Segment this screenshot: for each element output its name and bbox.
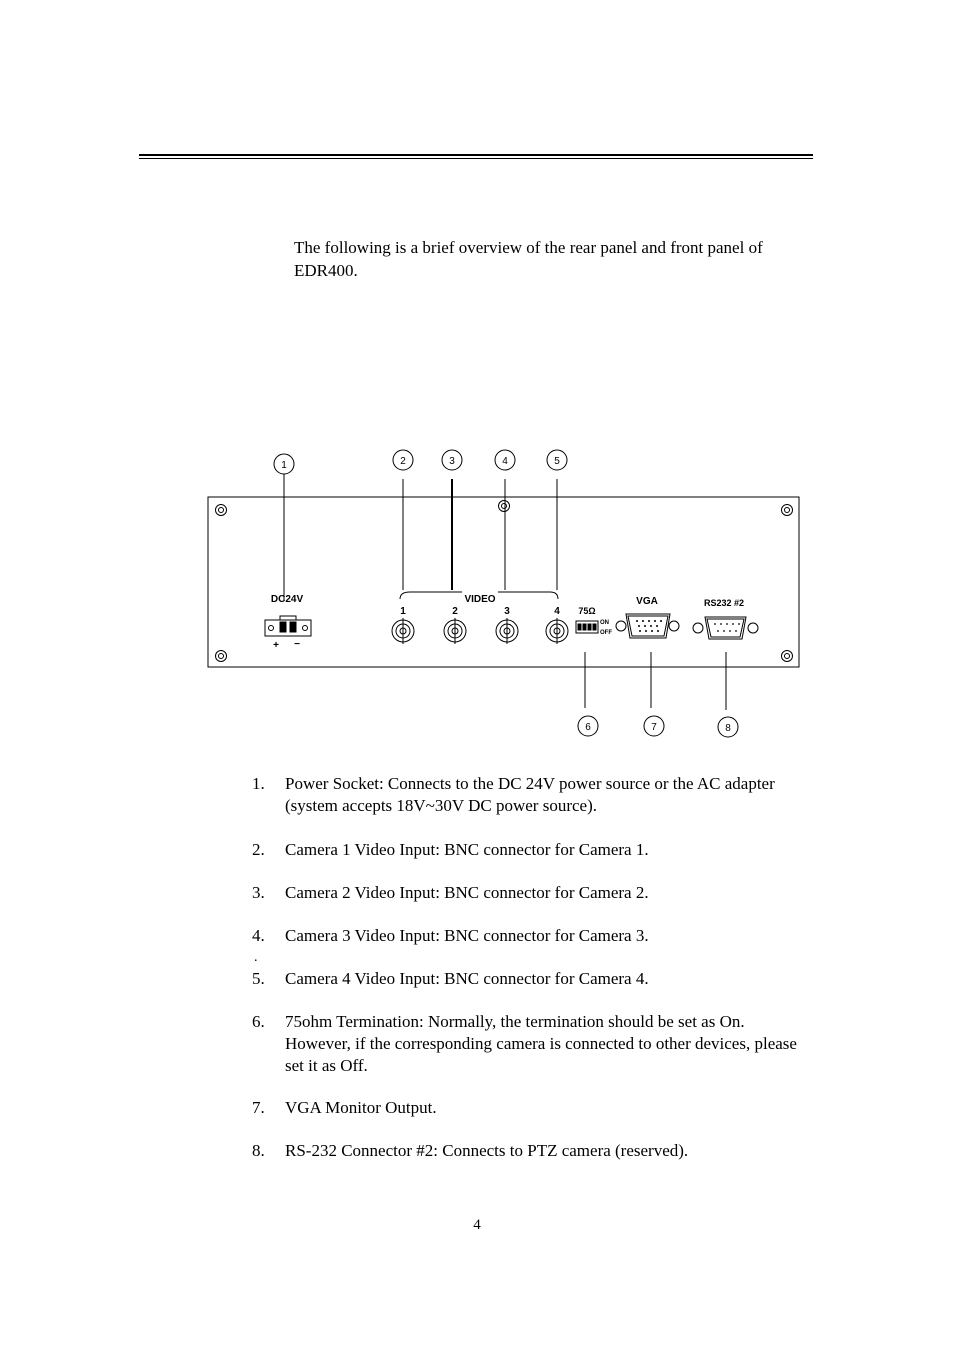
intro-paragraph: The following is a brief overview of the rear panel and front panel of EDR400. (294, 238, 763, 280)
svg-text:1: 1 (400, 606, 406, 617)
svg-text:ON: ON (600, 620, 609, 626)
callout-3: 3 (449, 456, 455, 467)
svg-text:4: 4 (554, 606, 560, 617)
ohm-label: 75Ω (578, 606, 596, 616)
svg-text:−: − (294, 639, 300, 650)
video-label: VIDEO (464, 594, 496, 605)
callout-5: 5 (554, 456, 560, 467)
callout-6: 6 (585, 722, 591, 733)
stray-mark: . (254, 950, 258, 965)
vga-label: VGA (636, 596, 658, 607)
rs232-label: RS232 #2 (703, 598, 745, 608)
callout-2: 2 (400, 456, 406, 467)
callout-8: 8 (725, 723, 731, 734)
svg-text:+: + (273, 640, 279, 651)
page-number: 4 (473, 1217, 481, 1233)
callout-4: 4 (502, 456, 508, 467)
svg-text:OFF: OFF (600, 630, 612, 636)
callout-1: 1 (281, 460, 287, 471)
dc-label: DC24V (270, 594, 304, 605)
svg-text:2: 2 (452, 606, 458, 617)
callout-7: 7 (651, 722, 657, 733)
svg-text:3: 3 (504, 606, 510, 617)
